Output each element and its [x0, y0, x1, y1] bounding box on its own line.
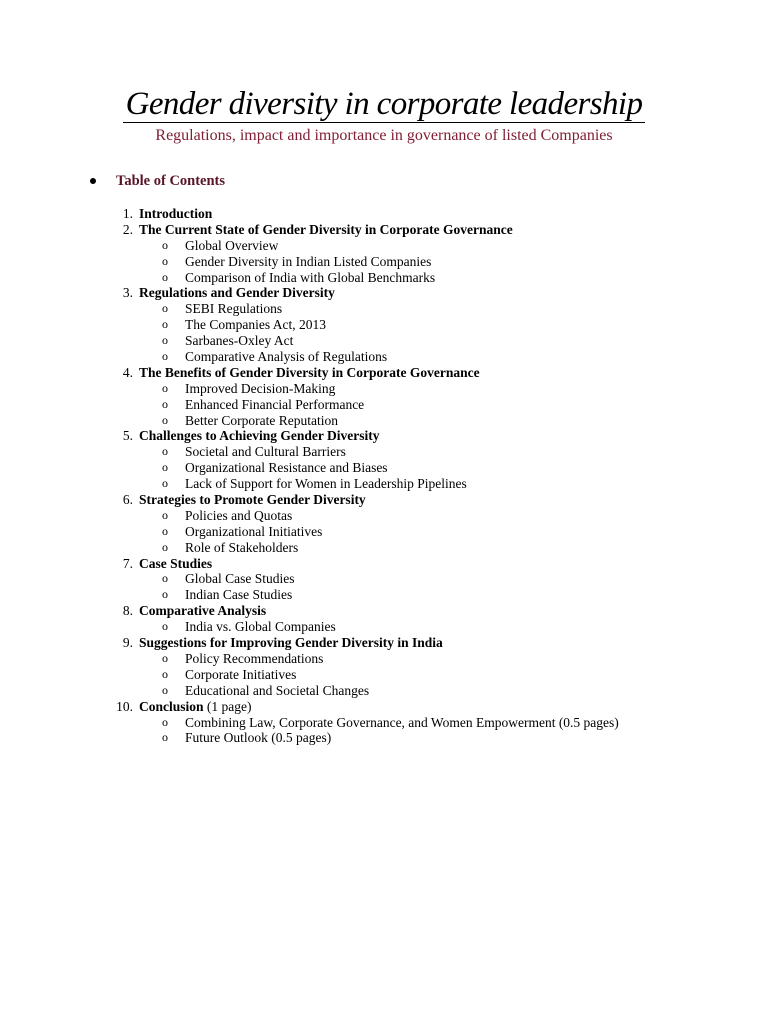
- toc-subitem: [0, 587, 768, 603]
- circle-bullet-icon: o: [162, 523, 168, 538]
- subitem-text: Combining Law, Corporate Governance, and Women Empowerment (0.5 pages): [185, 714, 619, 730]
- subitem-text: Role of Stakeholders: [185, 539, 299, 555]
- toc-subitem: [0, 730, 768, 746]
- section-title-text: Regulations and Gender Diversity: [139, 285, 335, 301]
- toc-section: [0, 556, 768, 572]
- subitem-text: Global Case Studies: [185, 571, 295, 587]
- circle-bullet-icon: o: [162, 587, 168, 602]
- section-title: [139, 603, 266, 619]
- section-title-text: Suggestions for Improving Gender Diversity in India: [139, 635, 443, 651]
- circle-bullet-icon: o: [162, 476, 168, 491]
- section-title: [139, 699, 252, 715]
- section-title: [139, 492, 366, 508]
- subitem-text: Sarbanes-Oxley Act: [185, 333, 294, 349]
- section-number: 2.: [122, 221, 133, 237]
- circle-bullet-icon: o: [162, 380, 168, 395]
- toc-subitem: [0, 524, 768, 540]
- section-note: (1 page): [203, 698, 252, 714]
- section-title: [139, 206, 212, 222]
- subitem-text: The Companies Act, 2013: [185, 317, 326, 333]
- document-subtitle: Regulations, impact and importance in governance of listed Companies: [155, 127, 613, 144]
- toc-subitem: [0, 397, 768, 413]
- toc-section: [0, 285, 768, 301]
- circle-bullet-icon: o: [162, 460, 168, 475]
- subitem-text: Organizational Initiatives: [185, 523, 323, 539]
- section-number: 6.: [122, 492, 133, 508]
- section-number: 3.: [122, 285, 133, 301]
- subitem-text: Global Overview: [185, 237, 279, 253]
- circle-bullet-icon: o: [162, 666, 168, 681]
- section-title: [139, 285, 335, 301]
- subitem-text: Improved Decision-Making: [185, 380, 336, 396]
- section-title-text: Strategies to Promote Gender Diversity: [139, 492, 366, 508]
- circle-bullet-icon: o: [162, 714, 168, 729]
- circle-bullet-icon: o: [162, 682, 168, 697]
- section-title-text: The Benefits of Gender Diversity in Corporate Governance: [139, 364, 480, 380]
- toc-subitem: [0, 270, 768, 286]
- toc-section: [0, 365, 768, 381]
- circle-bullet-icon: o: [162, 333, 168, 348]
- subitem-text: Future Outlook (0.5 pages): [185, 730, 332, 746]
- section-number: 9.: [122, 635, 133, 651]
- section-number: 4.: [122, 364, 133, 380]
- section-number: 7.: [122, 555, 133, 571]
- section-number: 8.: [122, 603, 133, 619]
- section-title-text: Case Studies: [139, 555, 213, 571]
- section-title: [139, 635, 443, 651]
- subitem-text: Better Corporate Reputation: [185, 412, 338, 428]
- toc-subitem: [0, 667, 768, 683]
- section-title-text: Comparative Analysis: [139, 603, 267, 619]
- toc-subitem: [0, 571, 768, 587]
- circle-bullet-icon: o: [162, 650, 168, 665]
- subitem-text: Indian Case Studies: [185, 587, 293, 603]
- toc-subitem: [0, 238, 768, 254]
- circle-bullet-icon: o: [162, 253, 168, 268]
- section-title: [139, 556, 212, 572]
- toc-subitem: [0, 540, 768, 556]
- section-title: [139, 222, 513, 238]
- toc-section: [0, 603, 768, 619]
- section-title: [139, 365, 480, 381]
- toc-section: [0, 428, 768, 444]
- circle-bullet-icon: o: [162, 507, 168, 522]
- toc-subitem: [0, 254, 768, 270]
- subitem-text: Societal and Cultural Barriers: [185, 444, 346, 460]
- circle-bullet-icon: o: [162, 619, 168, 634]
- toc-heading: Table of Contents: [116, 173, 226, 189]
- section-number: 5.: [122, 428, 133, 444]
- circle-bullet-icon: o: [162, 317, 168, 332]
- toc-subitem: [0, 508, 768, 524]
- circle-bullet-icon: o: [162, 412, 168, 427]
- subitem-text: India vs. Global Companies: [185, 619, 336, 635]
- toc-subitem: [0, 301, 768, 317]
- toc-section: [0, 492, 768, 508]
- toc-subitem: [0, 619, 768, 635]
- toc-subitem: [0, 460, 768, 476]
- document-title-text: Gender diversity in corporate leadership: [123, 86, 646, 123]
- toc-subitem: [0, 444, 768, 460]
- toc-section: [0, 635, 768, 651]
- section-number: 1.: [122, 206, 133, 221]
- circle-bullet-icon: o: [162, 730, 168, 745]
- subitem-text: Gender Diversity in Indian Listed Companies: [185, 253, 432, 269]
- circle-bullet-icon: o: [162, 237, 168, 252]
- bullet-icon: [90, 178, 96, 184]
- section-title-text: The Current State of Gender Diversity in Corporate Governance: [139, 221, 513, 237]
- toc-subitem: [0, 349, 768, 365]
- section-title-text: Challenges to Achieving Gender Diversity: [139, 428, 380, 444]
- circle-bullet-icon: o: [162, 444, 168, 459]
- toc-subitem: [0, 476, 768, 492]
- toc-subitem: [0, 413, 768, 429]
- circle-bullet-icon: o: [162, 349, 168, 364]
- section-title: [139, 428, 380, 444]
- subitem-text: Policies and Quotas: [185, 507, 293, 523]
- toc-subitem: [0, 333, 768, 349]
- subitem-text: Policy Recommendations: [185, 650, 324, 666]
- toc-subitem: [0, 317, 768, 333]
- subitem-text: SEBI Regulations: [185, 301, 283, 317]
- toc-section: [0, 699, 768, 715]
- subitem-text: Corporate Initiatives: [185, 666, 297, 682]
- subitem-text: Enhanced Financial Performance: [185, 396, 365, 412]
- toc-subitem: [0, 715, 768, 731]
- subitem-text: Educational and Societal Changes: [185, 682, 370, 698]
- section-title-text: Conclusion: [139, 698, 204, 714]
- toc-section: [0, 222, 768, 238]
- subitem-text: Comparison of India with Global Benchmarks: [185, 269, 436, 285]
- section-title-text: Introduction: [139, 206, 213, 221]
- subitem-text: Lack of Support for Women in Leadership Pipelines: [185, 476, 467, 492]
- subitem-text: Organizational Resistance and Biases: [185, 460, 388, 476]
- toc-section: [0, 206, 768, 222]
- circle-bullet-icon: o: [162, 269, 168, 284]
- toc-subitem: [0, 381, 768, 397]
- section-number: 10.: [116, 698, 133, 714]
- circle-bullet-icon: o: [162, 571, 168, 586]
- toc-subitem: [0, 651, 768, 667]
- table-of-contents: [0, 206, 768, 746]
- subitem-text: Comparative Analysis of Regulations: [185, 349, 388, 365]
- circle-bullet-icon: o: [162, 539, 168, 554]
- toc-subitem: [0, 683, 768, 699]
- circle-bullet-icon: o: [162, 301, 168, 316]
- circle-bullet-icon: o: [162, 396, 168, 411]
- document-title: [0, 84, 768, 124]
